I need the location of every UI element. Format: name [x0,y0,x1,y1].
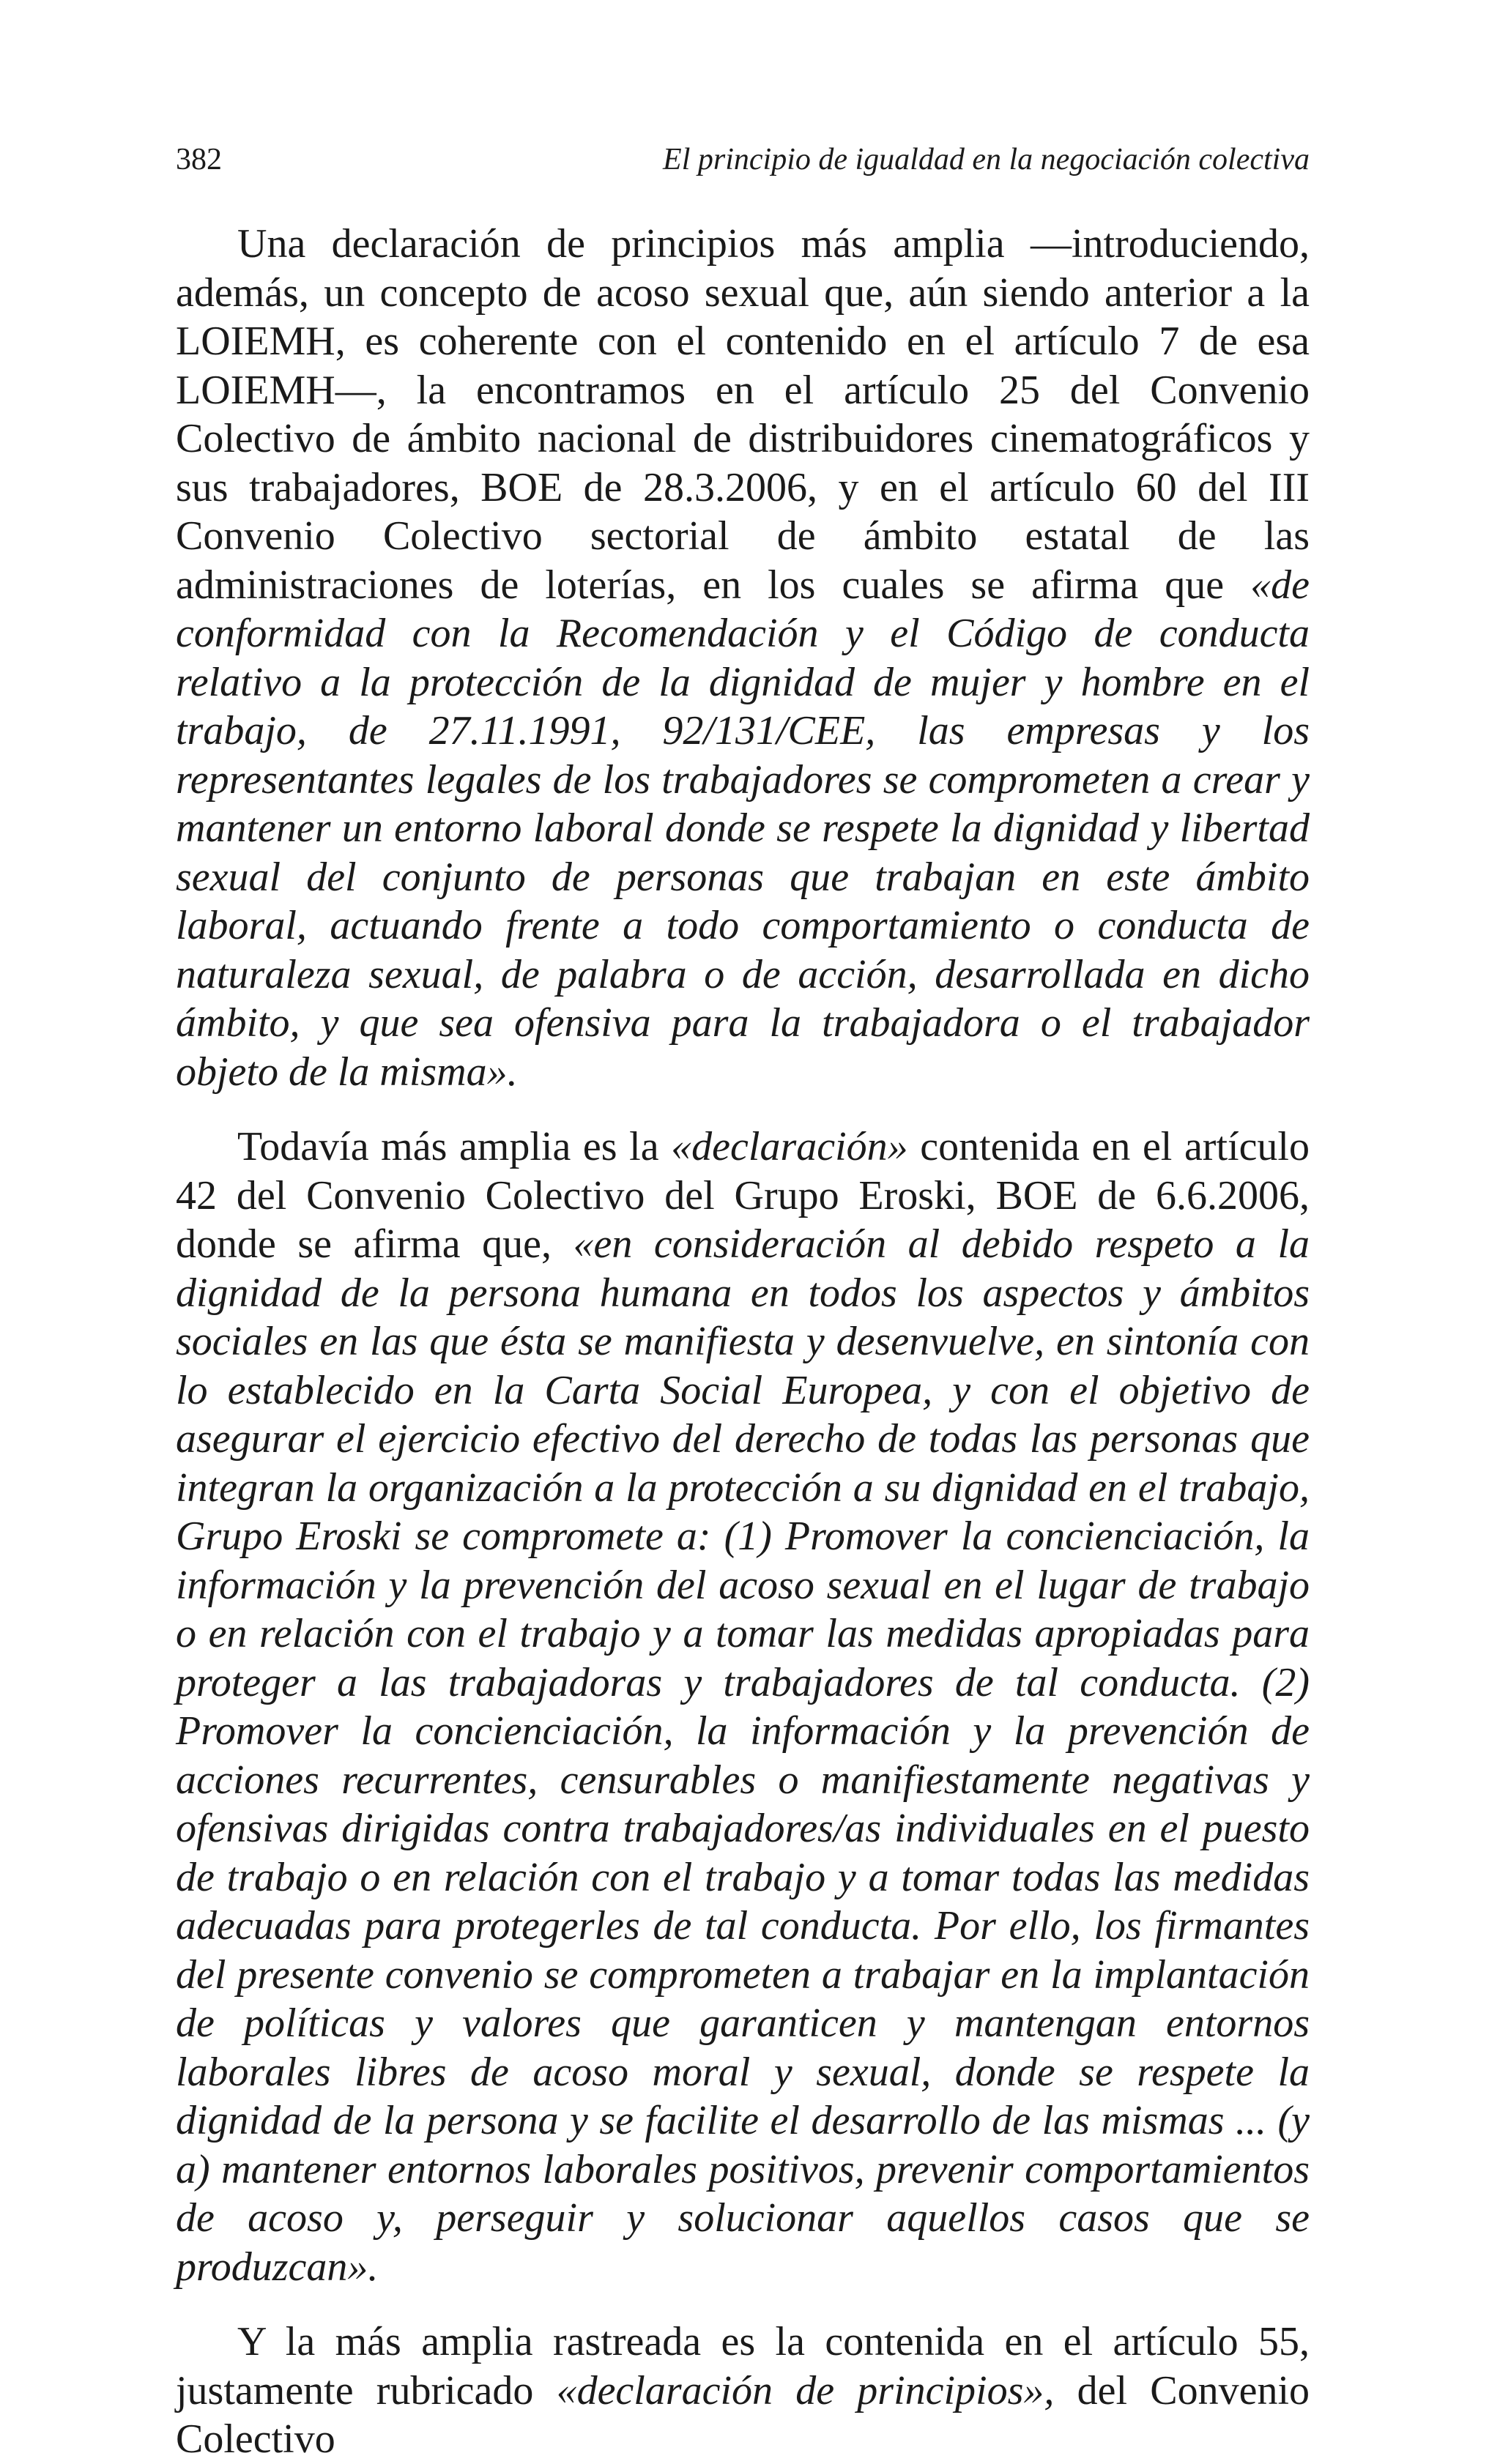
paragraph-2 [176,1123,1310,2291]
quoted-text: «declaración de principios», [556,2367,1055,2413]
text-segment: Todavía más amplia es la [237,1124,672,1169]
page-number: 382 [176,143,222,176]
text-segment: contenida en el artículo 42 del Convenio Colectivo del Grupo Eroski, BOE de 6.6.2006, donde se afirma que, [176,1124,1310,1267]
running-title: El principio de igualdad en la negociación colectiva [663,143,1310,176]
quoted-text: «de conformidad con la Recomendación y el Código de conducta relativo a la protección de la dignidad de mujer y hombre en el trabajo, de 27.11.1991, 92/131/CEE, las empresas y los representantes legales de los trabajadores se comprometen a crear y mantener un entorno laboral donde se respete la dignidad y libertad sexual del conjunto de personas que trabajan en este ámbito laboral, actuando frente a todo comportamiento o conducta de naturaleza sexual, de palabra o de acción, desarrollada en dicho ámbito, y que sea ofensiva para la trabajadora o el trabajador objeto de la misma». [176,562,1310,1095]
page-header [176,138,1310,182]
text-segment: Y la más amplia rastreada es la contenida en el artículo 55, justamente rubricado [176,2319,1310,2413]
text-segment: Una declaración de principios más amplia —introduciendo, además, un concepto de acoso sexual que, aún siendo anterior a la LOIEMH, es coherente con el contenido en el artículo 7 de esa LOIEMH—, la encontramos en el artículo 25 del Convenio Colectivo de ámbito nacional de distribuidores cinematográficos y sus trabajadores, BOE de 28.3.2006, y en el artículo 60 del III Convenio Colectivo sectorial de ámbito estatal de las administraciones de loterías, en los cuales se afirma que [176,221,1310,608]
quoted-text: «en consideración al debido respeto a la dignidad de la persona humana en todos los aspectos y ámbitos sociales en las que ésta se manifiesta y desenvuelve, en sintonía con lo establecido en la Carta Social Europea, y con el objetivo de asegurar el ejercicio efectivo del derecho de todas las personas que integran la organización a la protección a su dignidad en el trabajo, Grupo Eroski se compromete a: (1) Promover la concienciación, la información y la prevención del acoso sexual en el lugar de trabajo o en relación con el trabajo y a tomar las medidas apropiadas para proteger a las trabajadoras y trabajadores de tal conducta. (2) Promover la concienciación, la información y la prevención de acciones recurrentes, censurables o manifiestamente negativas y ofensivas dirigidas contra trabajadores/as individuales en el puesto de trabajo o en relación con el trabajo y a tomar todas las medidas adecuadas para protegerles de tal conducta. Por ello, los firmantes del presente convenio se comprometen a trabajar en la implantación de políticas y valores que garanticen y mantengan entornos laborales libres de acoso moral y sexual, donde se respete la dignidad de la persona y se facilite el desarrollo de las mismas ... (y a) mantener entornos laborales positivos, prevenir comportamientos de acoso y, perseguir y solucionar aquellos casos que se produzcan». [176,1221,1310,2290]
quoted-text: «declaración» [671,1124,908,1169]
body-text [176,220,1310,2464]
paragraph-3 [176,2318,1310,2464]
paragraph-1 [176,220,1310,1096]
text-segment: del Convenio Colectivo [176,2367,1310,2462]
